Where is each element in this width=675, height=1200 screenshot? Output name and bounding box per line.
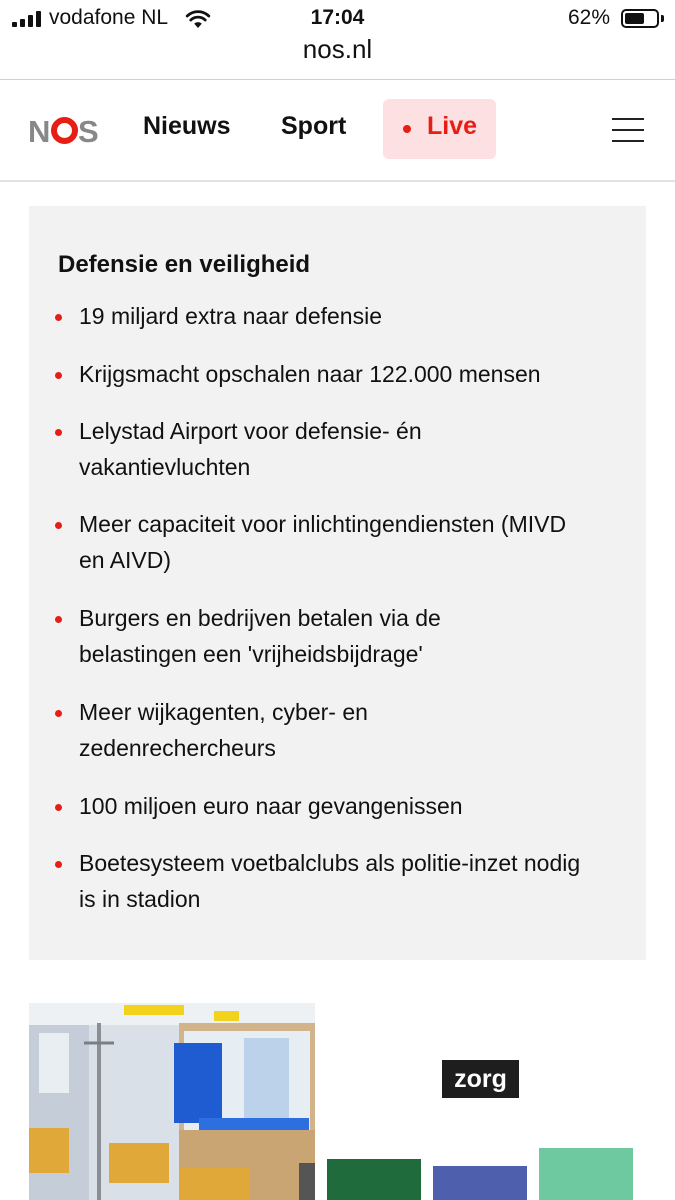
svg-text:N: N: [28, 114, 51, 148]
list-item-text: Boetesysteem voetbalclubs als politie-inzet nodig is in stadion: [79, 850, 581, 912]
battery-tip: [661, 15, 664, 22]
nos-logo[interactable]: [28, 112, 102, 148]
address-bar[interactable]: nos.nl: [302, 34, 373, 64]
zorg-tag: zorg: [442, 1060, 519, 1098]
chart-bar: [433, 1166, 527, 1200]
info-box-title: Defensie en veiligheid: [58, 251, 311, 278]
list-item-text: Meer capaciteit voor inlichtingendiensten (MIVD en AIVD): [79, 511, 567, 573]
zorg-chart-card[interactable]: [327, 1003, 646, 1200]
article-photo[interactable]: [29, 1003, 315, 1200]
list-item-text: Lelystad Airport voor defensie- én vakantievluchten: [79, 418, 422, 480]
chart-bar: [327, 1159, 421, 1200]
bullet-icon: [55, 616, 62, 623]
hamburger-menu-icon[interactable]: [612, 118, 644, 142]
bullet-icon: [55, 861, 62, 868]
live-label: Live: [427, 112, 478, 140]
list-item-text: 100 miljoen euro naar gevangenissen: [79, 793, 463, 819]
waiting-room-image: [29, 1003, 315, 1200]
battery-percentage: 62%: [568, 6, 611, 29]
list-item-text: 19 miljard extra naar defensie: [79, 303, 382, 329]
list-item-text: Krijgsmacht opschalen naar 122.000 mensen: [79, 361, 541, 387]
bullet-icon: [55, 429, 62, 436]
chart-bar: [539, 1148, 633, 1200]
bullet-icon: [55, 314, 62, 321]
nav-sport[interactable]: Sport: [281, 112, 347, 140]
nav-nieuws[interactable]: Nieuws: [143, 112, 231, 140]
info-box: [29, 206, 646, 960]
live-button[interactable]: [383, 99, 496, 159]
battery-level: [625, 13, 644, 24]
status-bar: [0, 0, 675, 36]
bullet-icon: [55, 710, 62, 717]
nav-divider: [0, 180, 675, 182]
bullet-icon: [55, 804, 62, 811]
live-dot-icon: [403, 125, 411, 133]
battery-icon: [621, 9, 659, 28]
svg-text:S: S: [78, 114, 99, 148]
list-item-text: Meer wijkagenten, cyber- en zedenrechercheurs: [79, 699, 368, 761]
clock: 17:04: [310, 6, 365, 29]
carrier-name: vodafone NL: [49, 6, 169, 29]
bullet-icon: [55, 522, 62, 529]
list-item-text: Burgers en bedrijven betalen via de belastingen een 'vrijheidsbijdrage': [79, 605, 441, 667]
bullet-icon: [55, 372, 62, 379]
